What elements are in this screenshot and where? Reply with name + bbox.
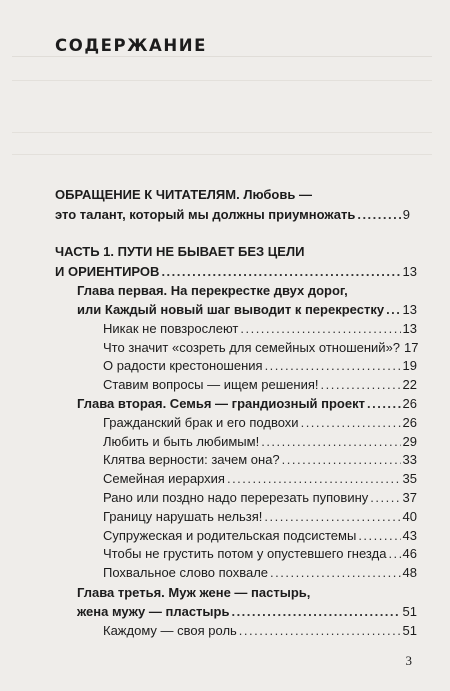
- toc-entry-section[interactable]: [103, 545, 417, 563]
- toc-page-number: 48: [402, 565, 417, 580]
- toc-entry-text: Клятва верности: зачем она?: [103, 452, 280, 467]
- toc-page-number: 26: [402, 396, 417, 411]
- toc-heading: СОДЕРЖАНИЕ: [55, 36, 208, 55]
- toc-entry-section[interactable]: [103, 339, 417, 357]
- toc-entry-section[interactable]: [103, 527, 417, 545]
- toc-entry-text: И ОРИЕНТИРОВ: [55, 264, 160, 279]
- dot-leader: [357, 206, 400, 224]
- toc-entry-section[interactable]: [103, 414, 417, 432]
- dot-leader: [301, 414, 401, 432]
- toc-entry-section[interactable]: [103, 470, 417, 488]
- toc-entry-text: Похвальное слово похвале: [103, 565, 269, 580]
- toc-entry-text: жена мужу — пластырь: [77, 604, 230, 619]
- toc-page-number: 19: [402, 358, 417, 373]
- dot-leader: [370, 489, 400, 507]
- toc-entry-chapter1[interactable]: [77, 301, 417, 319]
- toc-entry-text: Что значит «созреть для семейных отношений»?: [103, 340, 401, 355]
- toc-entry-text: Никак не повзрослеют: [103, 321, 239, 336]
- toc-entry-text: Глава первая. На перекрестке двух дорог,: [77, 283, 348, 298]
- toc-entry-section[interactable]: [103, 508, 417, 526]
- dot-leader: [367, 395, 401, 413]
- toc-page-number: 9: [402, 207, 410, 222]
- toc-entry-part1-line1[interactable]: [55, 243, 417, 261]
- toc-entry-text: ЧАСТЬ 1. ПУТИ НЕ БЫВАЕТ БЕЗ ЦЕЛИ: [55, 244, 305, 259]
- toc-entry-text: Глава вторая. Семья — грандиозный проект: [77, 396, 365, 411]
- toc-page-number: 35: [402, 471, 417, 486]
- toc-entry-preface-line1[interactable]: [55, 186, 410, 204]
- toc-entry-text: ОБРАЩЕНИЕ К ЧИТАТЕЛЯМ. Любовь —: [55, 187, 312, 202]
- toc-entry-text: Каждому — своя роль: [103, 623, 237, 638]
- toc-entry-chapter3-line1[interactable]: [77, 584, 417, 602]
- toc-entry-chapter3[interactable]: [77, 603, 417, 621]
- toc-page-number: 17: [404, 340, 419, 355]
- toc-page-number: 37: [402, 490, 417, 505]
- toc-entry-section[interactable]: [103, 451, 417, 469]
- dot-leader: [282, 451, 401, 469]
- toc-entry-chapter1-line1[interactable]: [77, 282, 417, 300]
- toc-entry-section[interactable]: [103, 376, 417, 394]
- toc-page-number: 43: [402, 528, 417, 543]
- toc-page-number: 13: [402, 321, 417, 336]
- dot-leader: [265, 357, 401, 375]
- toc-entry-text: Супружеская и родительская подсистемы: [103, 528, 357, 543]
- toc-page-number: 26: [402, 415, 417, 430]
- dot-leader: [261, 433, 400, 451]
- toc-entry-text: Глава третья. Муж жене — пастырь,: [77, 585, 311, 600]
- toc-entry-text: это талант, который мы должны приумножать: [55, 207, 356, 222]
- toc-entry-text: или Каждый новый шаг выводит к перекрестку: [77, 302, 385, 317]
- dot-leader: [321, 376, 401, 394]
- toc-entry-text: Чтобы не грустить потом у опустевшего гнезда: [103, 546, 387, 561]
- toc-entry-section[interactable]: [103, 320, 417, 338]
- dot-leader: [240, 320, 400, 338]
- toc-entry-text: Любить и быть любимым!: [103, 434, 260, 449]
- dot-leader: [227, 470, 401, 488]
- toc-entry-chapter2[interactable]: [77, 395, 417, 413]
- page-number: 3: [405, 653, 412, 668]
- toc-entry-text: Семейная иерархия: [103, 471, 225, 486]
- dot-leader: [239, 622, 401, 640]
- toc-page-number: 33: [402, 452, 417, 467]
- toc-page-number: 13: [402, 302, 417, 317]
- toc-page-number: 46: [402, 546, 417, 561]
- toc-page-number: 22: [402, 377, 417, 392]
- dot-leader: [161, 263, 400, 281]
- toc-entry-part1[interactable]: [55, 263, 417, 281]
- dot-leader: [270, 564, 401, 582]
- dot-leader: [264, 508, 400, 526]
- toc-entry-text: Рано или поздно надо перерезать пуповину: [103, 490, 369, 505]
- toc-page-number: 13: [402, 264, 417, 279]
- toc-entry-section[interactable]: [103, 564, 417, 582]
- dot-leader: [358, 527, 400, 545]
- toc-entry-text: Границу нарушать нельзя!: [103, 509, 263, 524]
- toc-page-number: 29: [402, 434, 417, 449]
- toc-entry-section[interactable]: [103, 357, 417, 375]
- toc-entry-text: Ставим вопросы — ищем решения!: [103, 377, 319, 392]
- dot-leader: [386, 301, 400, 319]
- toc-page-number: 40: [402, 509, 417, 524]
- toc-entry-text: Гражданский брак и его подвохи: [103, 415, 299, 430]
- toc-entry-section[interactable]: [103, 489, 417, 507]
- toc-page-number: 51: [402, 604, 417, 619]
- toc-entry-section[interactable]: [103, 433, 417, 451]
- toc-entry-text: О радости крестоношения: [103, 358, 263, 373]
- dot-leader: [231, 603, 400, 621]
- toc-entry-section[interactable]: [103, 622, 417, 640]
- dot-leader: [388, 545, 400, 563]
- toc-page-number: 51: [402, 623, 417, 638]
- toc-entry-preface[interactable]: [55, 206, 410, 224]
